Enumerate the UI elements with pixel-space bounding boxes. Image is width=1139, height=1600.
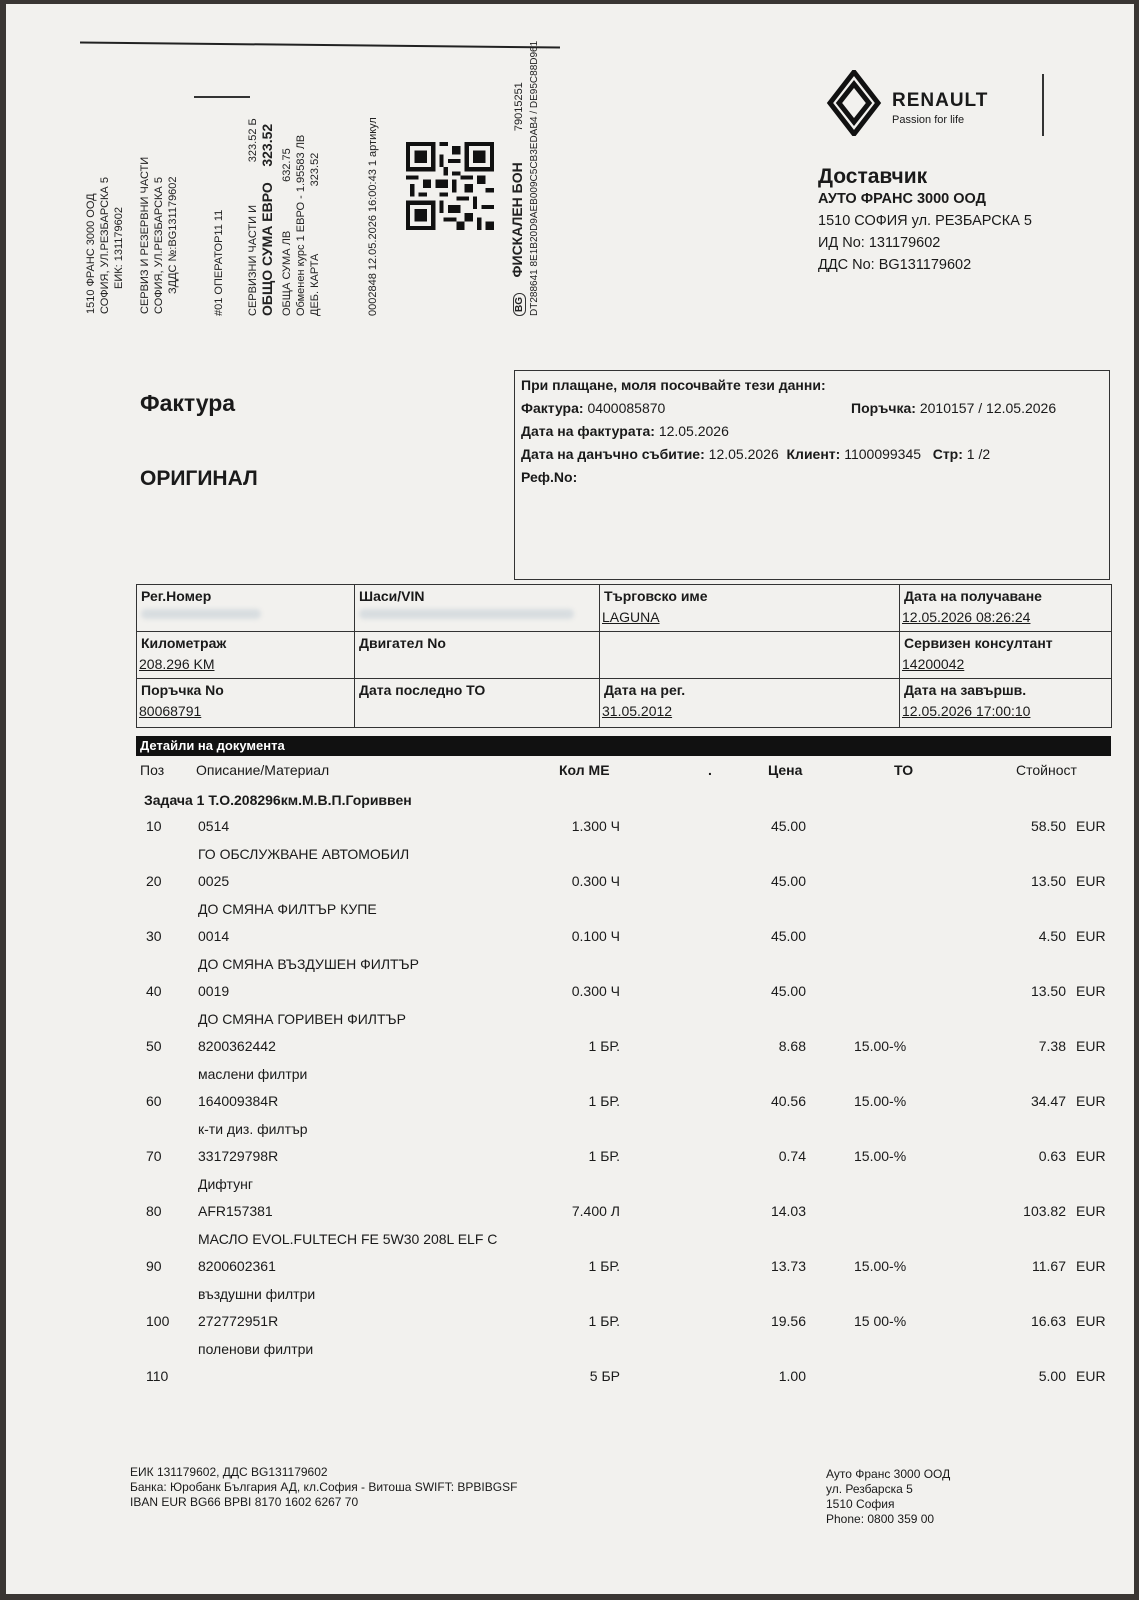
line-pos: 60 xyxy=(146,1093,162,1109)
footer-eik: ЕИК 131179602, ДДС BG131179602 xyxy=(130,1465,328,1479)
line-pos: 40 xyxy=(146,983,162,999)
line-currency: EUR xyxy=(1076,1203,1106,1219)
line-code: AFR157381 xyxy=(198,1203,273,1219)
line-currency: EUR xyxy=(1076,1093,1106,1109)
receipt-datetime: 0002848 12.05.2026 16:00:43 1 артикул xyxy=(367,117,379,316)
line-currency: EUR xyxy=(1076,873,1106,889)
receipt-header-5: СОФИЯ, УЛ.РЕЗБАРСКА 5 xyxy=(153,177,165,314)
line-description: поленови филтри xyxy=(198,1341,314,1357)
payment-heading: При плащане, моля посочвайте тези данни: xyxy=(521,377,826,393)
line-price: 45.00 xyxy=(770,873,806,889)
redacted-vin xyxy=(359,609,574,619)
line-price: 0.74 xyxy=(778,1148,806,1164)
receipt-header-1: 1510 ФРАНС 3000 ООД xyxy=(85,193,97,314)
renault-diamond-icon xyxy=(826,70,882,136)
task-title: Задача 1 Т.О.208296км.М.В.П.Гориввен xyxy=(144,792,412,808)
details-header-bar xyxy=(136,736,1111,756)
line-code: 8200602361 xyxy=(198,1258,276,1274)
fiscal-receipt xyxy=(66,40,596,334)
footer-phone: Phone: 0800 359 00 xyxy=(826,1512,935,1526)
cell-trade-name xyxy=(600,585,900,632)
cell-vin xyxy=(355,585,600,632)
line-code: 331729798R xyxy=(198,1148,279,1164)
line-amount: 103.82 xyxy=(1023,1203,1066,1219)
line-description: въздушни филтри xyxy=(198,1286,316,1302)
cell-mileage xyxy=(137,632,355,679)
receipt-operator: #01 ОПЕРАТОР11 11 xyxy=(213,209,225,316)
col-description: Описание/Материал xyxy=(196,762,330,778)
receipt-total: ОБЩО СУМА ЕВРО 323.52 xyxy=(259,123,275,316)
supplier-address: 1510 СОФИЯ ул. РЕЗБАРСКА 5 xyxy=(818,213,1032,229)
completed-label: Дата на завършв. xyxy=(904,682,1027,698)
mileage-value: 208.296 KM xyxy=(139,656,215,672)
payment-invoice: Фактура: 0400085870 xyxy=(521,400,666,416)
line-code: 0019 xyxy=(198,983,230,999)
receipt-header-2: СОФИЯ, УЛ.РЕЗБАРСКА 5 xyxy=(99,177,111,314)
line-price: 45.00 xyxy=(770,983,806,999)
footer-city: 1510 София xyxy=(826,1497,895,1511)
line-amount: 13.50 xyxy=(1030,873,1066,889)
col-value: Стойност xyxy=(1016,762,1077,778)
consultant-label: Сервизен консултант xyxy=(904,635,1053,651)
col-pos: Поз xyxy=(140,762,165,778)
receipt-card: ДЕБ. КАРТА 323.52 xyxy=(309,152,321,316)
footer-iban: IBAN EUR BG66 BPBI 8170 1602 6267 70 xyxy=(130,1495,359,1509)
cell-received xyxy=(900,585,1111,632)
col-price: Цена xyxy=(768,762,803,778)
line-currency: EUR xyxy=(1076,1148,1106,1164)
line-code: 0025 xyxy=(198,873,230,889)
receipt-rate: Обменен курс 1 ЕВРО - 1.95583 ЛВ xyxy=(295,134,307,316)
cell-consultant xyxy=(900,632,1111,679)
invoice-sheet xyxy=(6,4,1134,1594)
original-label: ОРИГИНАЛ xyxy=(140,467,258,490)
receipt-header-6: ЗДДС №:BG131179602 xyxy=(167,176,179,294)
line-amount: 11.67 xyxy=(1032,1258,1066,1274)
line-amount: 4.50 xyxy=(1038,928,1066,944)
footer-right xyxy=(826,1467,950,1527)
logo-divider xyxy=(1042,74,1044,136)
line-pos: 50 xyxy=(146,1038,162,1054)
line-qty: 1 БР. xyxy=(588,1093,620,1109)
line-discount: 15.00-% xyxy=(854,1148,907,1164)
line-discount: 15.00-% xyxy=(854,1258,907,1274)
footer-street: ул. Резбарска 5 xyxy=(826,1482,913,1496)
line-qty: 7.400 Л xyxy=(571,1203,620,1219)
line-amount: 7.38 xyxy=(1038,1038,1066,1054)
line-pos: 80 xyxy=(146,1203,162,1219)
line-qty: 5 БР xyxy=(589,1368,620,1384)
cell-empty xyxy=(600,632,900,679)
line-description: ДО СМЯНА ГОРИВЕН ФИЛТЪР xyxy=(198,1011,406,1027)
reg-date-value: 31.05.2012 xyxy=(602,703,673,719)
line-amount: 58.50 xyxy=(1030,818,1066,834)
engine-label: Двигател No xyxy=(359,635,446,651)
cell-order-number xyxy=(137,679,355,727)
line-discount: 15.00-% xyxy=(854,1038,907,1054)
footer-bank: Банка: Юробанк България АД, кл.София - Витоша SWIFT: BPBIBGSF xyxy=(130,1480,518,1494)
line-pos: 20 xyxy=(146,873,162,889)
renault-tagline: Passion for life xyxy=(892,114,965,126)
line-amount: 34.47 xyxy=(1030,1093,1066,1109)
reg-number-label: Рег.Номер xyxy=(141,588,212,604)
line-currency: EUR xyxy=(1076,1313,1106,1329)
supplier-vat: ДДС No: BG131179602 xyxy=(818,257,972,273)
line-pos: 10 xyxy=(146,818,162,834)
col-qty: Кол МЕ xyxy=(559,762,610,778)
payment-info-box xyxy=(514,370,1110,580)
line-price: 1.00 xyxy=(778,1368,806,1384)
cell-last-service xyxy=(355,679,600,727)
line-description: ГО ОБСЛУЖВАНЕ АВТОМОБИЛ xyxy=(198,846,410,862)
line-code: 0514 xyxy=(198,818,230,834)
line-qty: 1.300 Ч xyxy=(571,818,620,834)
line-amount: 16.63 xyxy=(1030,1313,1066,1329)
line-pos: 110 xyxy=(146,1368,169,1384)
receipt-header-4: СЕРВИЗ И РЕЗЕРВНИ ЧАСТИ xyxy=(139,156,151,314)
line-code: 164009384R xyxy=(198,1093,279,1109)
order-number-value: 80068791 xyxy=(139,703,202,719)
renault-brand: RENAULT xyxy=(892,90,989,111)
line-price: 8.68 xyxy=(778,1038,806,1054)
line-qty: 1 БР. xyxy=(588,1038,620,1054)
payment-invoice-date: Дата на фактурата: 12.05.2026 xyxy=(521,423,729,439)
payment-tax-event: Дата на данъчно събитие: 12.05.2026 Клиент: 1100099345 Стр: 1 /2 xyxy=(521,446,991,462)
line-pos: 70 xyxy=(146,1148,162,1164)
receipt-fiscal-label: BG ФИСКАЛЕН БОН 79015251 xyxy=(510,82,527,316)
line-price: 13.73 xyxy=(770,1258,806,1274)
receipt-serial: DT288641 8E1B20D9AEB009C5CB3EDAB4 / DE95C88D961 xyxy=(529,40,540,316)
receipt-mark xyxy=(194,96,250,98)
line-amount: 5.00 xyxy=(1038,1368,1066,1384)
line-qty: 0.300 Ч xyxy=(571,873,620,889)
footer-company: Ауто Франс 3000 ООД xyxy=(826,1467,951,1481)
vehicle-info-table xyxy=(136,584,1112,728)
supplier-id: ИД No: 131179602 xyxy=(818,235,941,251)
line-price: 14.03 xyxy=(770,1203,806,1219)
line-currency: EUR xyxy=(1076,983,1106,999)
payment-order: Поръчка: 2010157 / 12.05.2026 xyxy=(851,400,1057,416)
cell-reg-number xyxy=(137,585,355,632)
line-description: маслени филтри xyxy=(198,1066,308,1082)
line-price: 19.56 xyxy=(770,1313,806,1329)
qr-code-icon xyxy=(406,142,494,230)
line-amount: 13.50 xyxy=(1030,983,1066,999)
line-description: Дифтунг xyxy=(198,1176,253,1192)
receipt-total-bgn: ОБЩА СУМА ЛВ 632.75 xyxy=(281,148,293,316)
line-qty: 1 БР. xyxy=(588,1148,620,1164)
vin-label: Шаси/VIN xyxy=(359,588,425,604)
received-label: Дата на получаване xyxy=(904,588,1042,604)
line-description: к-ти диз. филтър xyxy=(198,1121,308,1137)
footer-left xyxy=(130,1465,517,1510)
consultant-value: 14200042 xyxy=(902,656,965,672)
receipt-services: СЕРВИЗНИ ЧАСТИ И 323.52 Б xyxy=(247,118,259,316)
received-value: 12.05.2026 08:26:24 xyxy=(902,609,1031,625)
line-description: ДО СМЯНА ФИЛТЪР КУПЕ xyxy=(198,901,377,917)
line-code: 0014 xyxy=(198,928,230,944)
line-discount: 15.00-% xyxy=(854,1093,907,1109)
mileage-label: Километраж xyxy=(141,635,227,651)
line-pos: 90 xyxy=(146,1258,162,1274)
col-discount: ТО xyxy=(894,762,914,778)
reg-date-label: Дата на рег. xyxy=(604,682,686,698)
supplier-block xyxy=(818,166,1032,276)
line-code: 272772951R xyxy=(198,1313,279,1329)
line-discount: 15 00-% xyxy=(854,1313,907,1329)
cell-reg-date xyxy=(600,679,900,727)
line-qty: 1 БР. xyxy=(588,1258,620,1274)
line-currency: EUR xyxy=(1076,818,1106,834)
details-title: Детайли на документа xyxy=(140,738,285,753)
line-qty: 0.300 Ч xyxy=(571,983,620,999)
document-title: Фактура xyxy=(140,390,236,416)
supplier-heading: Доставчик xyxy=(818,165,928,188)
order-number-label: Поръчка No xyxy=(141,682,224,698)
trade-name-value: LAGUNA xyxy=(602,609,660,625)
line-currency: EUR xyxy=(1076,1368,1106,1384)
supplier-name: АУТО ФРАНС 3000 ООД xyxy=(818,191,986,207)
line-code: 8200362442 xyxy=(198,1038,276,1054)
line-pos: 30 xyxy=(146,928,162,944)
receipt-top-rule xyxy=(80,41,560,48)
redacted-reg-number xyxy=(141,609,261,619)
line-qty: 1 БР. xyxy=(588,1313,620,1329)
completed-value: 12.05.2026 17:00:10 xyxy=(902,703,1031,719)
line-description: ДО СМЯНА ВЪЗДУШЕН ФИЛТЪР xyxy=(198,956,419,972)
line-price: 45.00 xyxy=(770,818,806,834)
receipt-header-3: ЕИК: 131179602 xyxy=(113,206,125,289)
line-qty: 0.100 Ч xyxy=(571,928,620,944)
renault-logo xyxy=(826,70,989,141)
line-currency: EUR xyxy=(1076,928,1106,944)
line-description: МАСЛО EVOL.FULTECH FE 5W30 208L ELF C xyxy=(198,1231,498,1247)
line-currency: EUR xyxy=(1076,1038,1106,1054)
line-price: 40.56 xyxy=(770,1093,806,1109)
line-amount: 0.63 xyxy=(1038,1148,1066,1164)
trade-name-label: Търговско име xyxy=(604,588,708,604)
col-dot: . xyxy=(708,762,712,778)
line-price: 45.00 xyxy=(770,928,806,944)
payment-ref: Реф.No: xyxy=(521,469,578,485)
line-pos: 100 xyxy=(146,1313,170,1329)
cell-completed xyxy=(900,679,1111,727)
line-currency: EUR xyxy=(1076,1258,1106,1274)
last-service-label: Дата последно ТО xyxy=(359,682,486,698)
cell-engine xyxy=(355,632,600,679)
